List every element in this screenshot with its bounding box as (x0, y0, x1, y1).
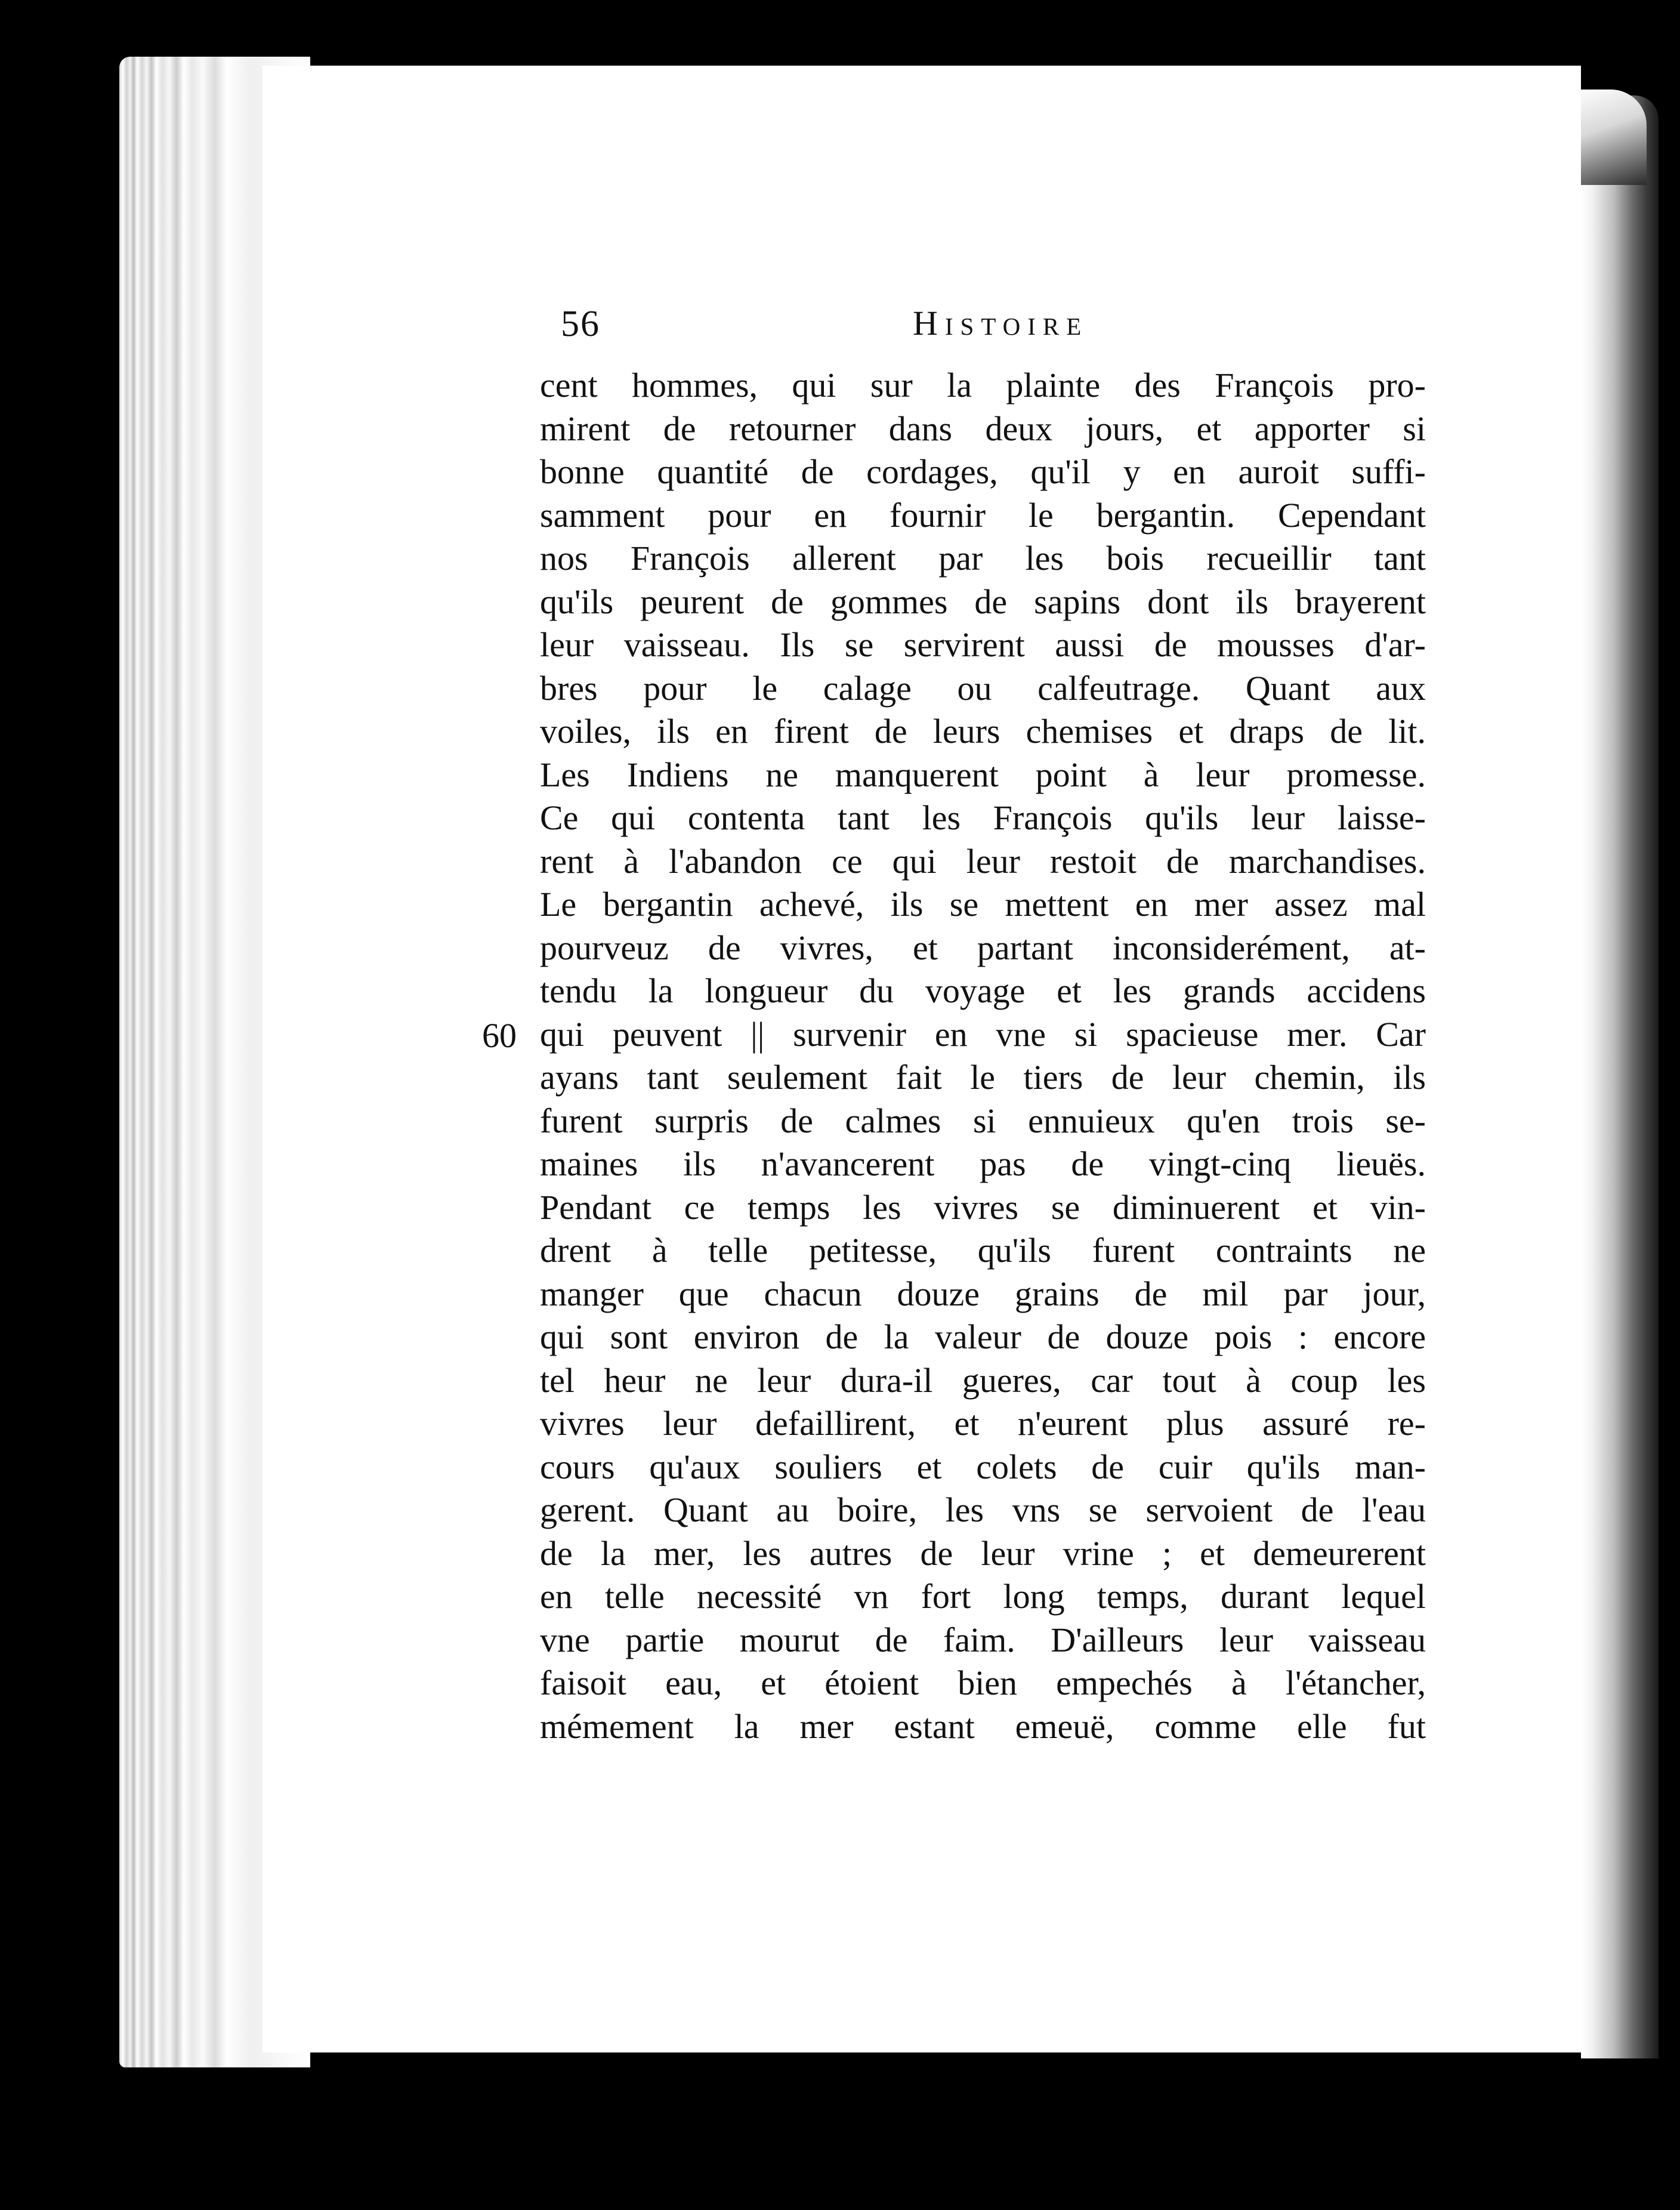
text-line: Les Indiens ne manquerent point à leur promesse. (540, 755, 1426, 794)
text-line: vivres leur defaillirent, et n'eurent plus assuré re- (540, 1404, 1426, 1443)
text-line: qu'ils peurent de gommes de sapins dont ils brayerent (540, 582, 1426, 621)
text-line: drent à telle petitesse, qu'ils furent contraints ne (540, 1231, 1426, 1270)
text-line: bres pour le calage ou calfeutrage. Quant aux (540, 668, 1426, 708)
text-line: Ce qui contenta tant les François qu'ils leur laisse- (540, 798, 1426, 837)
scan-speck (5, 271, 10, 277)
text-line: vne partie mourut de faim. D'ailleurs leur vaisseau (540, 1620, 1426, 1659)
text-line: rent à l'abandon ce qui leur restoit de marchandises. (540, 841, 1426, 881)
text-line: pourveuz de vivres, et partant inconsiderément, at- (540, 928, 1426, 967)
scan-speck (1657, 12, 1663, 32)
text-line: gerent. Quant au boire, les vns se servoient de l'eau (540, 1490, 1426, 1529)
text-line: en telle necessité vn fort long temps, durant lequel (540, 1577, 1426, 1616)
text-line: qui peuvent || survenir en vne si spacieuse mer. Car (540, 1014, 1426, 1054)
page-number: 56 (561, 304, 600, 344)
text-line: cent hommes, qui sur la plainte des François pro- (540, 366, 1426, 405)
text-line: maines ils n'avancerent pas de vingt-cinq lieuës. (540, 1144, 1426, 1183)
text-line: manger que chacun douze grains de mil par jour, (540, 1274, 1426, 1313)
text-line: Pendant ce temps les vivres se diminuerent et vin- (540, 1187, 1426, 1227)
text-line: ayans tant seulement fait le tiers de leur chemin, ils (540, 1058, 1426, 1097)
text-line: mémement la mer estant emeuë, comme elle fut (540, 1706, 1426, 1746)
text-line: de la mer, les autres de leur vrine ; et demeurerent (540, 1533, 1426, 1573)
text-line: mirent de retourner dans deux jours, et apporter si (540, 409, 1426, 448)
text-line: Le bergantin achevé, ils se mettent en mer assez mal (540, 885, 1426, 924)
page-title: Histoire (913, 304, 1089, 342)
margin-line-number: 60 (482, 1016, 517, 1055)
text-line: voiles, ils en firent de leurs chemises et draps de lit. (540, 712, 1426, 751)
text-line: faisoit eau, et étoient bien empechés à l'étancher, (540, 1663, 1426, 1702)
text-line: cours qu'aux souliers et colets de cuir qu'ils man- (540, 1447, 1426, 1486)
body-text (540, 364, 1426, 1748)
text-line: tendu la longueur du voyage et les grands accidens (540, 971, 1426, 1010)
right-page-curl-top (1575, 89, 1647, 185)
text-line: bonne quantité de cordages, qu'il y en auroit suffi- (540, 452, 1426, 491)
text-line: leur vaisseau. Ils se servirent aussi de mousses d'ar- (540, 625, 1426, 664)
text-line: qui sont environ de la valeur de douze pois : encore (540, 1317, 1426, 1356)
text-line: furent surpris de calmes si ennuieux qu'en trois se- (540, 1101, 1426, 1140)
right-page-curl (1581, 95, 1659, 2058)
text-line: nos François allerent par les bois recueillir tant (540, 539, 1426, 578)
text-line: tel heur ne leur dura-il gueres, car tout à coup les (540, 1360, 1426, 1400)
scan-speck (255, 2190, 259, 2193)
running-head (561, 303, 1396, 357)
text-line: samment pour en fournir le bergantin. Cependant (540, 495, 1426, 535)
